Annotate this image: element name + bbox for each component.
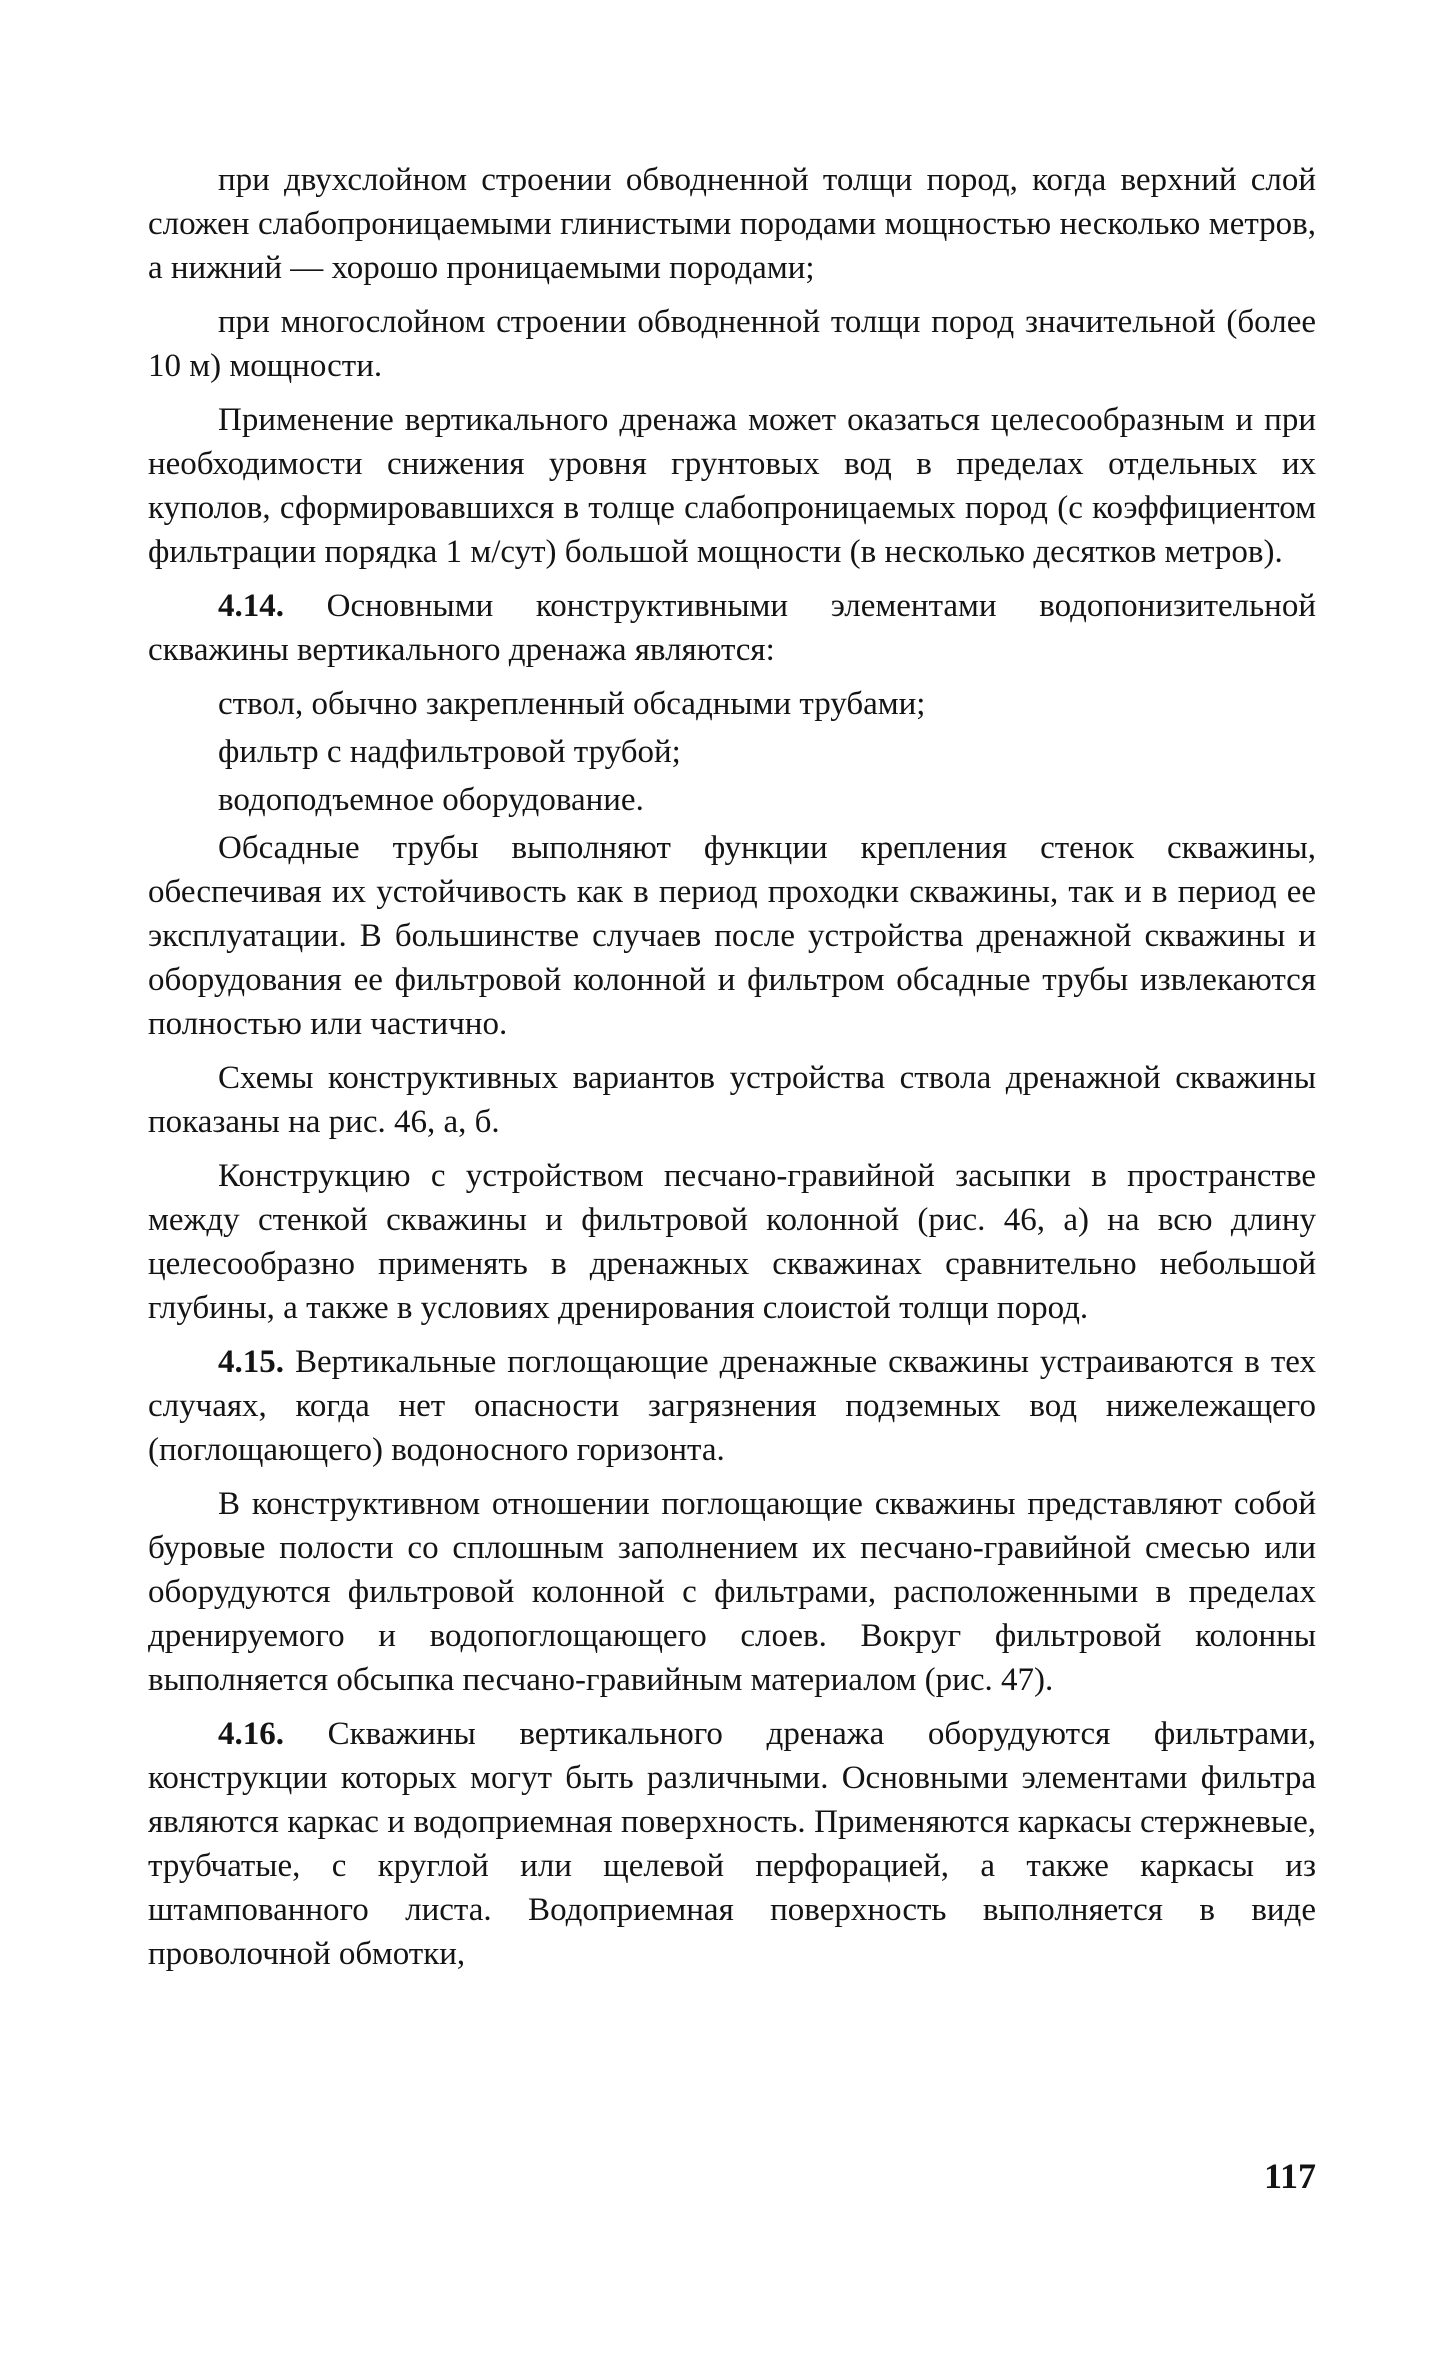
paragraph-4-16 [148, 1712, 1316, 1976]
paragraph-4-15-text: Вертикальные поглощающие дренажные скважины устраиваются в тех случаях, когда нет опасности загрязнения подземных вод нижележащего (поглощающего) водоносного горизонта. [148, 1344, 1316, 1468]
paragraph-casing: Обсадные трубы выполняют функции крепления стенок скважины, обеспечивая их устойчивость как в период проходки скважины, так и в период ее эксплуатации. В большинстве случаев после устройства дренажной скважины и оборудования ее фильтровой колонной и фильтром обсадные трубы извлекаются полностью или частично. [148, 830, 1316, 1042]
paragraph-two-layer: при двухслойном строении обводненной толщи пород, когда верхний слой сложен слабопроницаемыми глинистыми породами мощностью несколько метров, а нижний — хорошо проницаемыми породами; [148, 162, 1316, 286]
paragraph-absorbing: В конструктивном отношении поглощающие скважины представляют собой буровые полости со сплошным заполнением их песчано-гравийной смесью или оборудуются фильтровой колонной с фильтрами, расположенными в пределах дренируемого и водопоглощающего слоев. Вокруг фильтровой колонны выполняется обсыпка песчано-гравийным материалом (рис. 47). [148, 1486, 1316, 1698]
paragraph-4-14-text: Основными конструктивными элементами водопонизительной скважины вертикального дренажа являются: [148, 588, 1316, 668]
paragraph-4-14 [148, 584, 1316, 672]
paragraph-schemes: Схемы конструктивных вариантов устройства ствола дренажной скважины показаны на рис. 46, а, б. [148, 1060, 1316, 1140]
list-item-filter: фильтр с надфильтровой трубой; [218, 734, 681, 770]
paragraph-application: Применение вертикального дренажа может оказаться целесообразным и при необходимости снижения уровня грунтовых вод в пределах отдельных их куполов, сформировавшихся в толще слабопроницаемых пород (с коэффициентом фильтрации порядка 1 м/сут) большой мощности (в несколько десятков метров). [148, 402, 1316, 570]
paragraph-construction: Конструкцию с устройством песчано-гравийной засыпки в пространстве между стенкой скважины и фильтровой колонной (рис. 46, а) на всю длину целесообразно применять в дренажных скважинах сравнительно небольшой глубины, а также в условиях дренирования слоистой толщи пород. [148, 1158, 1316, 1326]
list-item-trunk: ствол, обычно закрепленный обсадными трубами; [218, 686, 926, 722]
paragraph-4-16-text: Скважины вертикального дренажа оборудуются фильтрами, конструкции которых могут быть различными. Основными элементами фильтра являются каркас и водоприемная поверхность. Применяются каркасы стержневые, трубчатые, с круглой или щелевой перфорацией, а также каркасы из штампованного листа. Водоприемная поверхность выполняется в виде проволочной обмотки, [148, 1716, 1316, 1972]
section-number-4-16: 4.16. [218, 1716, 284, 1752]
paragraph-multi-layer: при многослойном строении обводненной толщи пород значительной (более 10 м) мощности. [148, 304, 1316, 384]
page-body [148, 158, 1316, 1986]
section-number-4-15: 4.15. [218, 1344, 284, 1380]
paragraph-4-15 [148, 1340, 1316, 1472]
page-number: 117 [1263, 2156, 1316, 2196]
list-item-pump: водоподъемное оборудование. [218, 782, 644, 818]
section-number-4-14: 4.14. [218, 588, 284, 624]
